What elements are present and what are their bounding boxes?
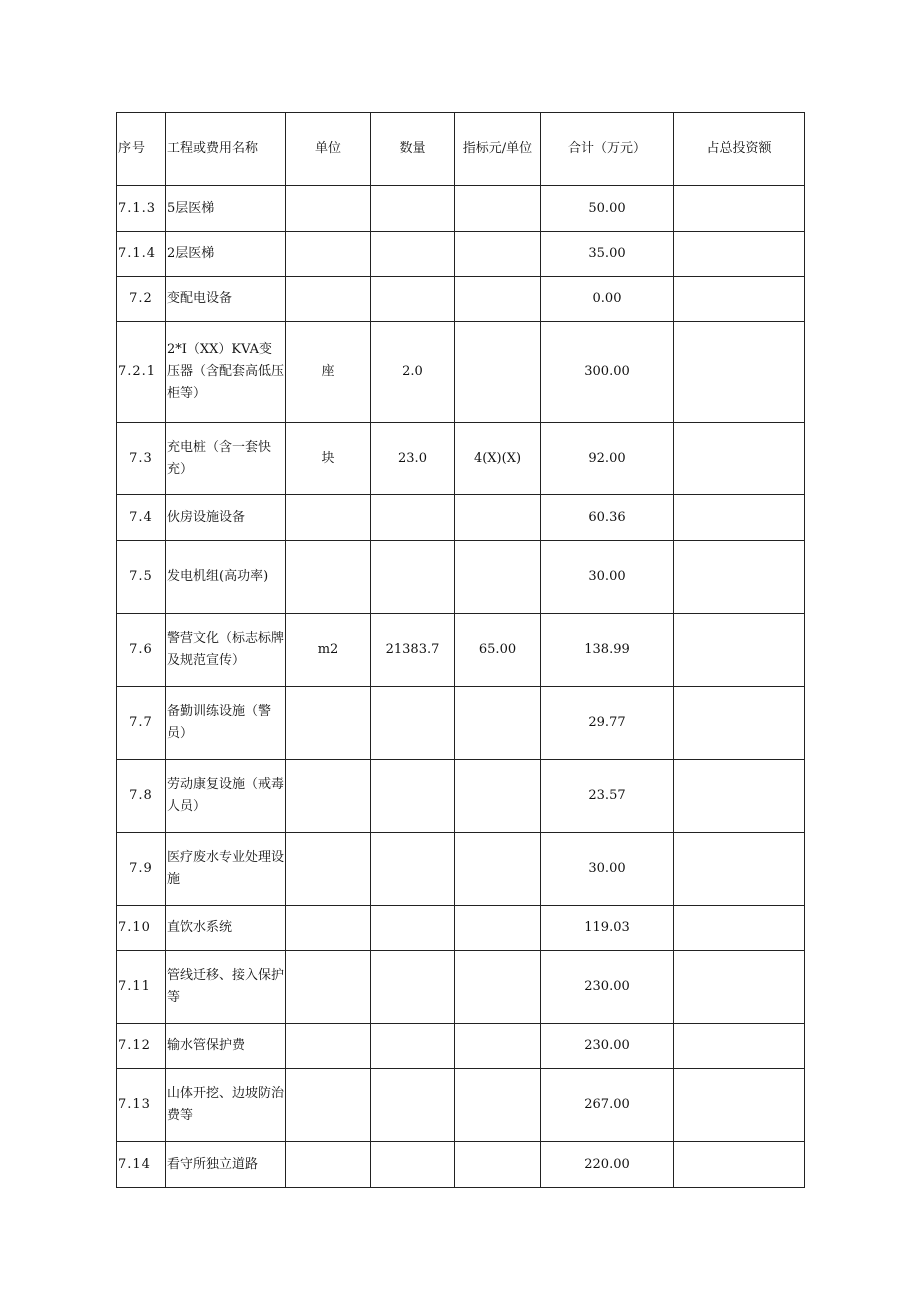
cell-index [455,541,541,614]
cell-no: 7.9 [117,833,166,906]
header-total: 合计（万元） [541,113,674,186]
cell-index [455,322,541,423]
cell-index [455,833,541,906]
table-row [117,687,805,760]
cell-qty [371,1142,455,1188]
cell-unit: 座 [286,322,371,423]
cell-total: 92.00 [541,423,674,495]
cell-no: 7.1.3 [117,186,166,232]
cell-unit [286,951,371,1024]
cell-unit [286,232,371,277]
cell-total: 60.36 [541,495,674,541]
cell-name: 劳动康复设施（戒毒人员） [166,760,286,833]
cell-unit [286,906,371,951]
cell-unit [286,495,371,541]
cell-name: 输水管保护费 [166,1024,286,1069]
investment-table [116,112,805,1188]
cell-qty [371,1069,455,1142]
cell-total: 230.00 [541,951,674,1024]
table-row [117,1024,805,1069]
cell-total: 220.00 [541,1142,674,1188]
cell-share [674,833,805,906]
cell-qty [371,277,455,322]
cell-name: 充电桩（含一套快充） [166,423,286,495]
cell-index [455,232,541,277]
table-row [117,277,805,322]
cell-no: 7.3 [117,423,166,495]
cell-qty [371,186,455,232]
cell-share [674,541,805,614]
header-share: 占总投资额 [674,113,805,186]
cell-total: 50.00 [541,186,674,232]
cell-total: 138.99 [541,614,674,687]
cell-share [674,951,805,1024]
cell-no: 7.4 [117,495,166,541]
table-row [117,495,805,541]
cell-share [674,687,805,760]
cell-total: 29.77 [541,687,674,760]
cell-name: 直饮水系统 [166,906,286,951]
cell-qty [371,1024,455,1069]
cell-index [455,495,541,541]
cell-name: 5层医梯 [166,186,286,232]
cell-qty [371,495,455,541]
header-unit: 单位 [286,113,371,186]
header-no: 序号 [117,113,166,186]
table-row [117,833,805,906]
cell-index [455,1069,541,1142]
cell-index [455,906,541,951]
cell-share [674,614,805,687]
cell-index [455,1024,541,1069]
table-row [117,541,805,614]
cell-unit [286,687,371,760]
cell-unit [286,760,371,833]
cell-qty [371,232,455,277]
cell-share [674,423,805,495]
cell-unit: 块 [286,423,371,495]
table-row [117,906,805,951]
cell-index [455,760,541,833]
cell-total: 300.00 [541,322,674,423]
table-row [117,951,805,1024]
cell-name: 发电机组(高功率) [166,541,286,614]
header-row [117,113,805,186]
cell-name: 伙房设施设备 [166,495,286,541]
cell-unit [286,186,371,232]
cell-total: 119.03 [541,906,674,951]
cell-share [674,906,805,951]
table-row [117,1069,805,1142]
cell-qty [371,833,455,906]
cell-name: 2层医梯 [166,232,286,277]
cell-no: 7.12 [117,1024,166,1069]
cell-name: 备勤训练设施（警员） [166,687,286,760]
cell-unit [286,541,371,614]
header-name: 工程或费用名称 [166,113,286,186]
cell-no: 7.8 [117,760,166,833]
cell-share [674,322,805,423]
cell-share [674,1024,805,1069]
cell-no: 7.11 [117,951,166,1024]
cell-index: 65.00 [455,614,541,687]
table-row [117,760,805,833]
cell-index [455,186,541,232]
cell-no: 7.1.4 [117,232,166,277]
cell-index [455,951,541,1024]
cell-index: 4(X)(X) [455,423,541,495]
cell-share [674,1069,805,1142]
cell-no: 7.2.1 [117,322,166,423]
table-row [117,423,805,495]
cell-no: 7.7 [117,687,166,760]
cell-no: 7.5 [117,541,166,614]
cell-name: 变配电设备 [166,277,286,322]
header-qty: 数量 [371,113,455,186]
cell-total: 230.00 [541,1024,674,1069]
cell-qty: 2.0 [371,322,455,423]
cell-qty [371,541,455,614]
table-row [117,232,805,277]
cell-share [674,277,805,322]
cell-no: 7.2 [117,277,166,322]
table-row [117,186,805,232]
cell-share [674,495,805,541]
cell-total: 35.00 [541,232,674,277]
cell-no: 7.13 [117,1069,166,1142]
cell-qty [371,951,455,1024]
cell-name: 看守所独立道路 [166,1142,286,1188]
cell-qty [371,687,455,760]
cell-total: 267.00 [541,1069,674,1142]
cell-qty [371,760,455,833]
cell-unit [286,1142,371,1188]
cell-no: 7.6 [117,614,166,687]
cell-total: 30.00 [541,541,674,614]
table-row [117,322,805,423]
header-index: 指标元/单位 [455,113,541,186]
cell-unit [286,277,371,322]
cell-name: 警营文化（标志标牌及规范宣传） [166,614,286,687]
cell-total: 30.00 [541,833,674,906]
cell-index [455,687,541,760]
cell-total: 23.57 [541,760,674,833]
cell-qty: 23.0 [371,423,455,495]
cell-share [674,186,805,232]
cell-index [455,277,541,322]
cell-qty [371,906,455,951]
cell-unit [286,833,371,906]
cell-share [674,232,805,277]
cell-name: 2*I（XX）KVA变压器（含配套高低压柜等） [166,322,286,423]
cell-unit: m2 [286,614,371,687]
cell-name: 山体开挖、边坡防治费等 [166,1069,286,1142]
cell-share [674,760,805,833]
table-row [117,614,805,687]
cell-share [674,1142,805,1188]
cell-unit [286,1024,371,1069]
cell-unit [286,1069,371,1142]
cell-no: 7.14 [117,1142,166,1188]
cell-total: 0.00 [541,277,674,322]
cell-name: 医疗废水专业处理设施 [166,833,286,906]
cell-qty: 21383.7 [371,614,455,687]
cell-name: 管线迁移、接入保护等 [166,951,286,1024]
cell-no: 7.10 [117,906,166,951]
cell-index [455,1142,541,1188]
table-row [117,1142,805,1188]
